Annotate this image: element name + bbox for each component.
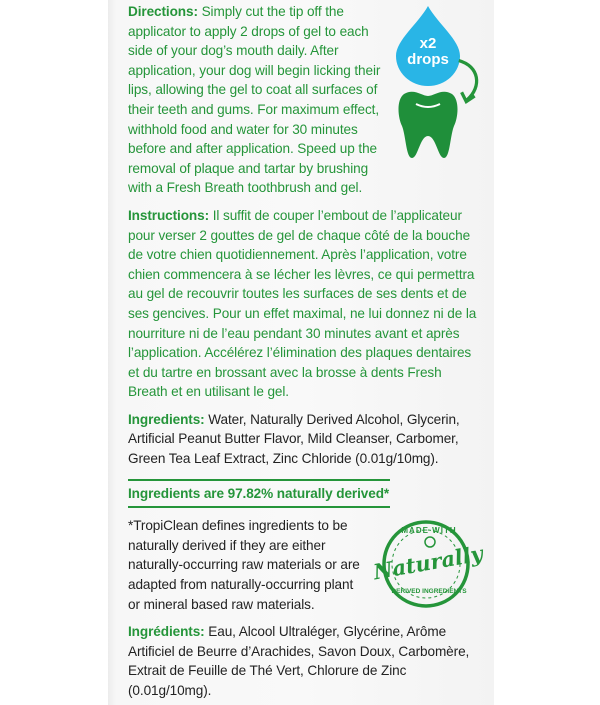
tooth-icon: [398, 90, 458, 160]
drop-count: x2: [419, 35, 437, 52]
directions-row: [128, 2, 484, 198]
label-content: [128, 0, 484, 705]
drop-unit: drops: [407, 51, 449, 68]
drop-icon: [396, 6, 460, 86]
ingredients-fr-text: [128, 622, 478, 704]
badge-top-text: MADE WITH: [401, 526, 457, 536]
directions-label: Directions:: [128, 4, 198, 19]
instructions-text: [128, 206, 478, 402]
ingredients-fr-body: Eau, Alcool Ultraléger, Glycérine, Arôme Artificiel de Beurre d’Arachides, Savon Doux, Carbomère, Extrait de Feuille de Thé Vert, Chlorure de Zinc (0.01g/10mg).: [128, 624, 470, 698]
natural-claim: Ingredients are 97.82% naturally derived*: [128, 485, 390, 501]
instructions-body: Il suffit de couper l’embout de l’applicateur pour verser 2 gouttes de gel de chaque côté de la bouche de votre chien quotidiennement. Après l’application, votre chien commencera à se lécher les lèvres, ce qui permettra au gel de recouvrir toutes les surfaces de ses dents et de ses gencives. Pour un effet maximal, ne lui donnez ni de la nourriture ni de l’eau pendant 30 minutes avant et après l’application. Accélérez l’élimination des plaques dentaires et du tartre en brossant avec la brosse à dents Fresh Breath et en utilisant le gel.: [128, 207, 477, 400]
ingredients-text: [128, 410, 478, 469]
instructions-label: Instructions:: [128, 207, 210, 223]
footnote: *TropiClean defines ingredients to be naturally derived if they are either naturally-occurring raw materials or are adapted from naturally-occurring plant or mineral based raw materials.: [128, 518, 360, 612]
ingredients-body: Water, Naturally Derived Alcohol, Glycerin, Artificial Peanut Butter Flavor, Mild Cleanser, Carbomer, Green Tea Leaf Extract, Zinc Chloride (0.01g/10mg).: [128, 411, 460, 467]
divider: [128, 506, 390, 508]
arrow-icon: [456, 57, 484, 107]
directions-icons: [390, 2, 484, 162]
made-with-naturally-badge: [372, 516, 484, 612]
ingredients-label: Ingredients:: [128, 411, 205, 427]
divider: [128, 479, 390, 481]
ingredients-fr-label: Ingrédients:: [128, 624, 205, 640]
directions-body: Simply cut the tip off the applicator to apply 2 drops of gel to each side of your dog’s mouth daily. After application, your dog will begin licking their lips, allowing the gel to coat all surfaces of their teeth and gums. For maximum effect, withhold food and water for 30 minutes before and after application. Speed up the removal of plaque and tartar by brushing with a Fresh Breath toothbrush and gel.: [128, 4, 381, 196]
badge-bottom-text: DERIVED INGREDIENTS: [391, 588, 467, 596]
badge-main-text: Naturally: [371, 540, 485, 585]
directions-text: [128, 2, 386, 198]
